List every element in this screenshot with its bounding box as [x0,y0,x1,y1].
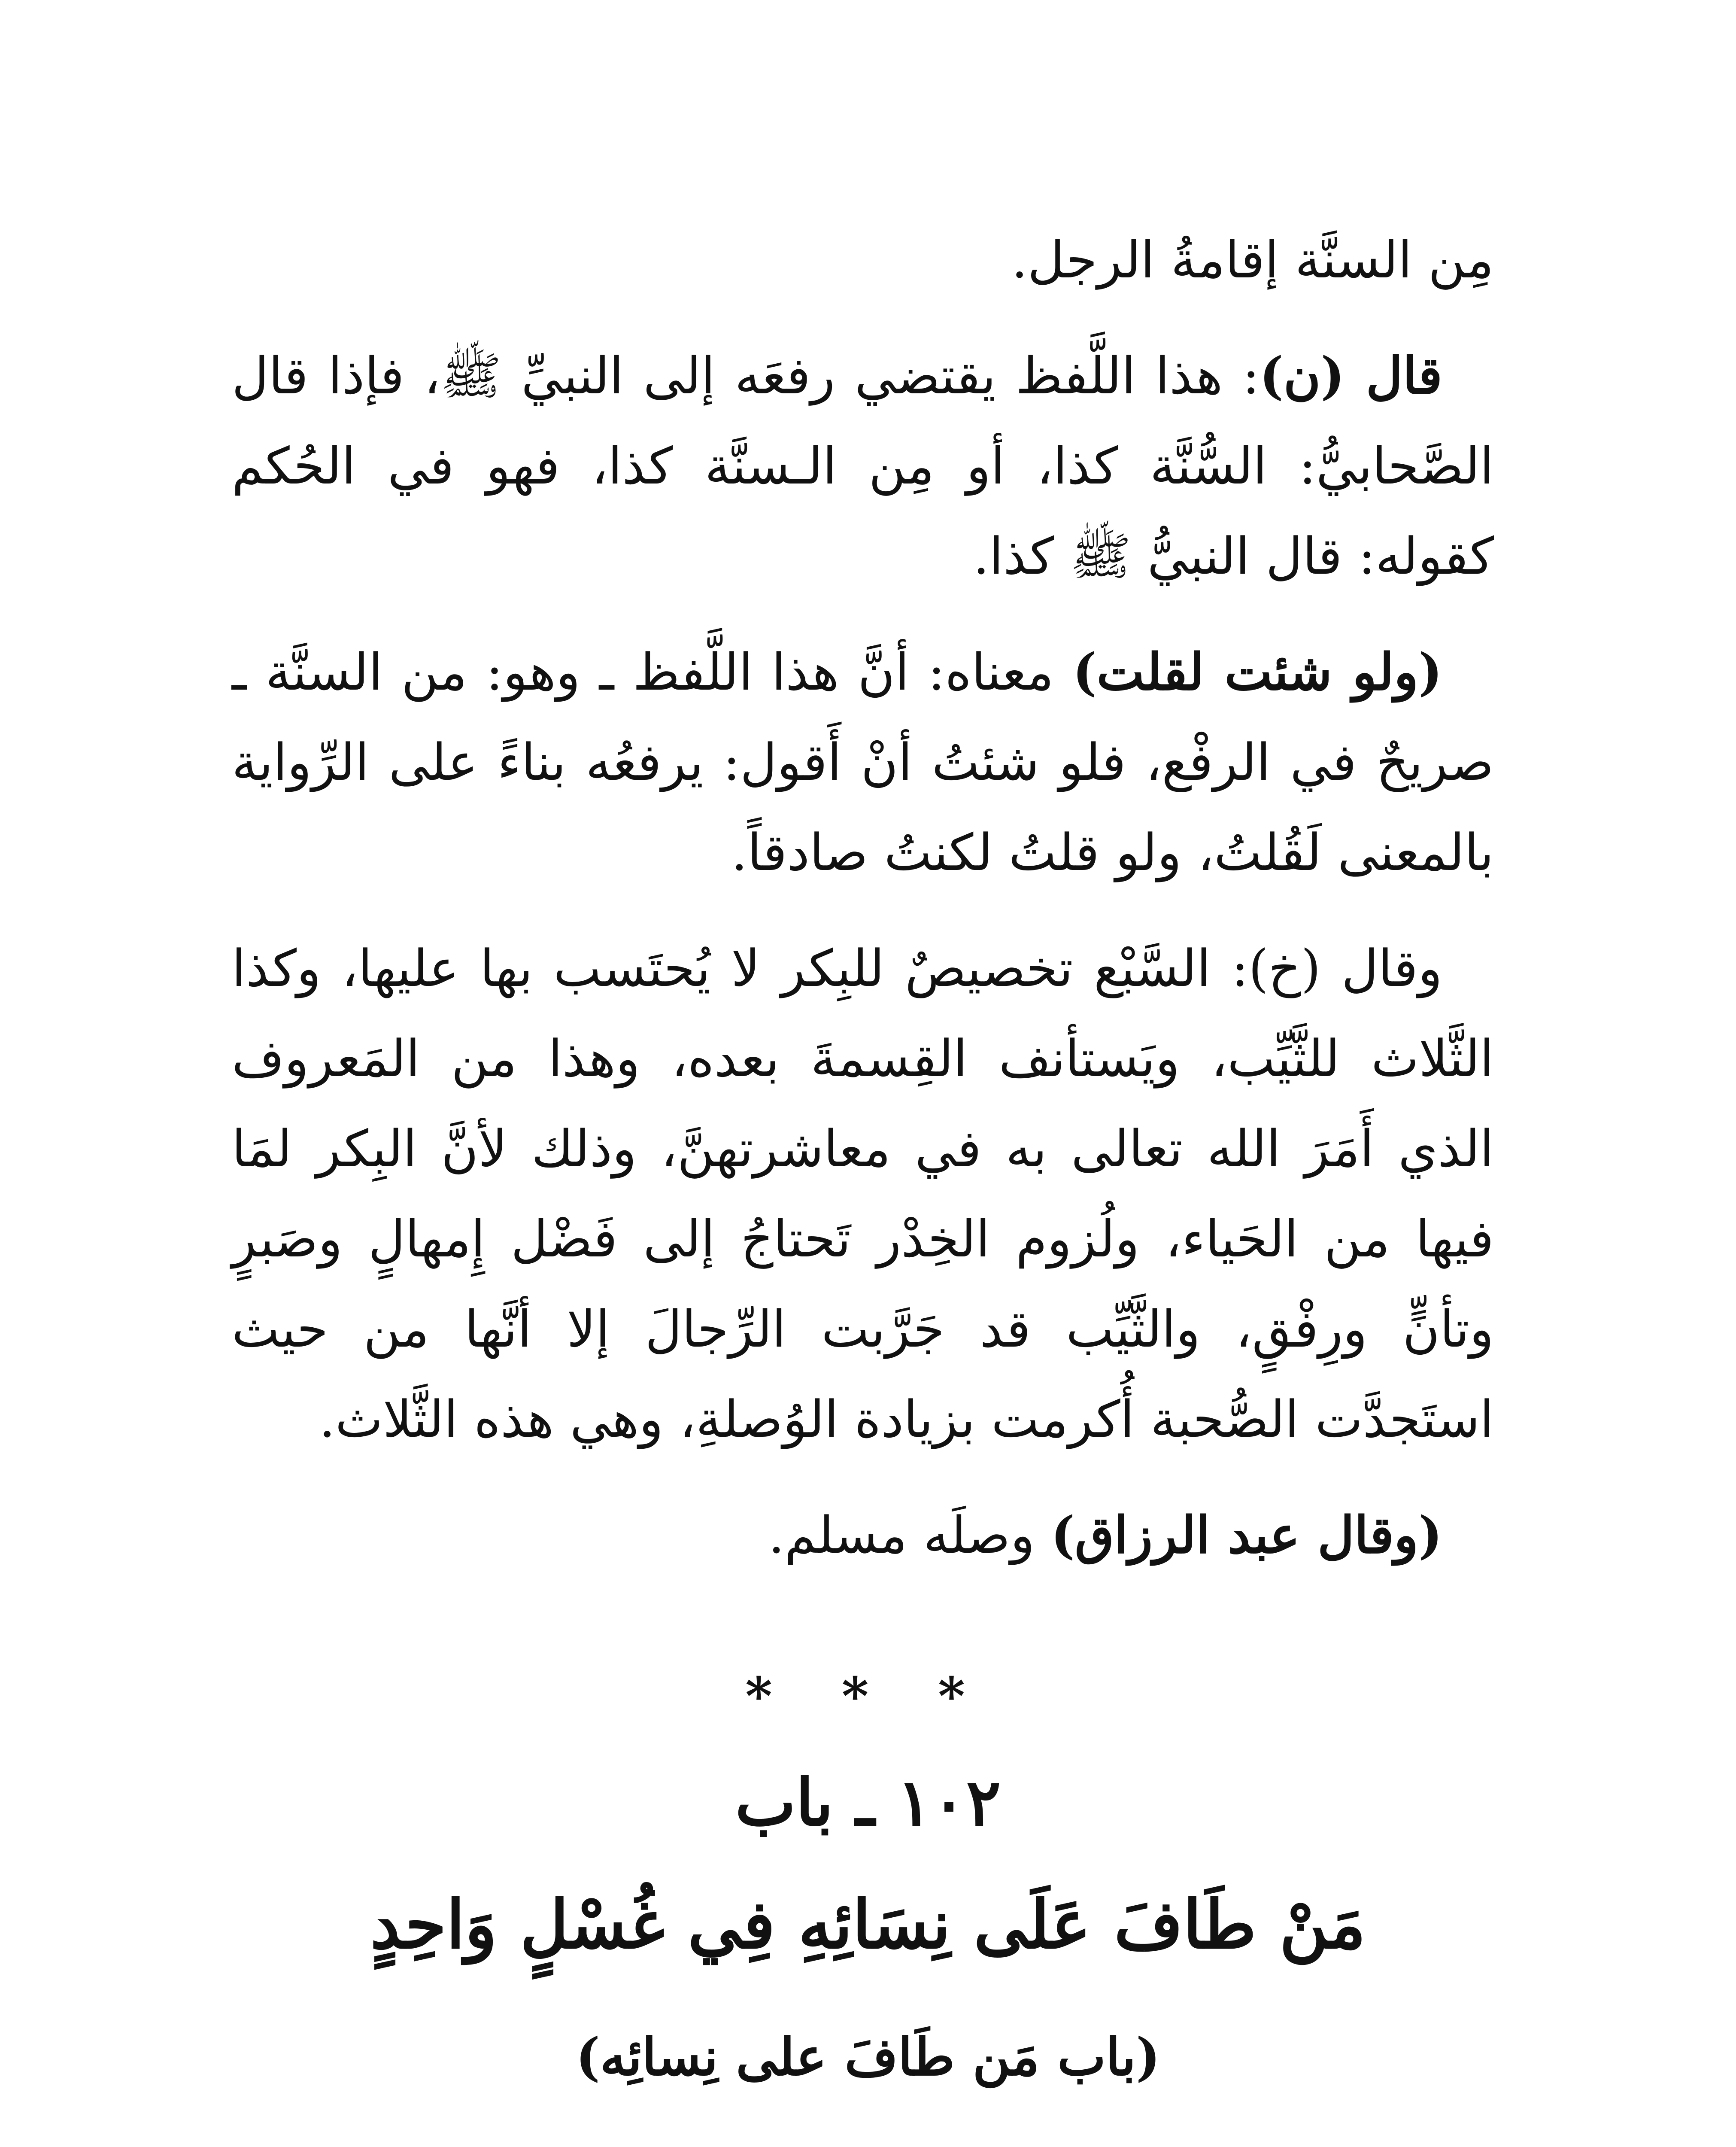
chapter-subtitle: (باب مَن طَافَ على نِسائِه) [576,2027,1160,2087]
section-separator: * * * [745,1666,991,1727]
paragraph-1 [232,215,1494,305]
paragraph-4-text: وقال (خ): السَّبْع تخصيصٌ للبِكر لا يُحتَسب بها عليها، وكذا الثَّلاث للثَّيِّب، ويَستأنف القِسمةَ بعده، وهذا من المَعروف الذي أَمَرَ الله تعالى به في معاشرتهنَّ، وذلك لأنَّ البِكر لمَا فيها من الحَياء، ولُزوم الخِدْر تَحتاجُ إلى فَضْل إِمهالٍ وصَبرٍ وتأنٍّ ورِفْقٍ، والثَّيِّب قد جَرَّبت الرِّجالَ إلا أنَّها من حيث استَجدَّت الصُّحبة أُكرمت بزيادة الوُصلةِ، وهي هذه الثَّلاث. [232,939,1494,1449]
paragraph-3-text: معناه: أنَّ هذا اللَّفظ ـ وهو: من السنَّة ـ صريحٌ في الرفْع، فلو شئتُ أنْ أَقول: يرفعُه بناءً على الرِّواية بالمعنى لَقُلتُ، ولو قلتُ لكنتُ صادقاً. [232,642,1494,882]
paragraph-2-text: : هذا اللَّفظ يقتضي رفعَه إلى النبيِّ ﷺ، فإذا قال الصَّحابيُّ: السُّنَّة كذا، أو مِن الـسنَّة كذا، فهو في الحُكم كقوله: قال النبيُّ ﷺ كذا. [232,346,1494,586]
paragraph-3 [232,627,1494,897]
chapter-number: ١٠٢ ـ باب [735,1765,1001,1840]
chapter-title: مَنْ طَافَ عَلَى نِسَائِهِ فِي غُسْلٍ وَاحِدٍ [370,1885,1366,1964]
paragraph-5 [232,1490,1494,1580]
paragraph-4 [232,923,1494,1464]
commentary-text [232,215,1494,1606]
paragraph-3-lead: (ولو شئت لقلت) [1072,642,1442,702]
paragraph-5-text: وصلَه مسلم. [768,1505,1051,1565]
paragraph-5-lead: (وقال عبد الرزاق) [1050,1505,1442,1565]
paragraph-2-lead: قال (ن) [1260,346,1442,405]
paragraph-1-text: مِن السنَّة إقامةُ الرجل. [1011,230,1494,289]
paragraph-2 [232,331,1494,601]
